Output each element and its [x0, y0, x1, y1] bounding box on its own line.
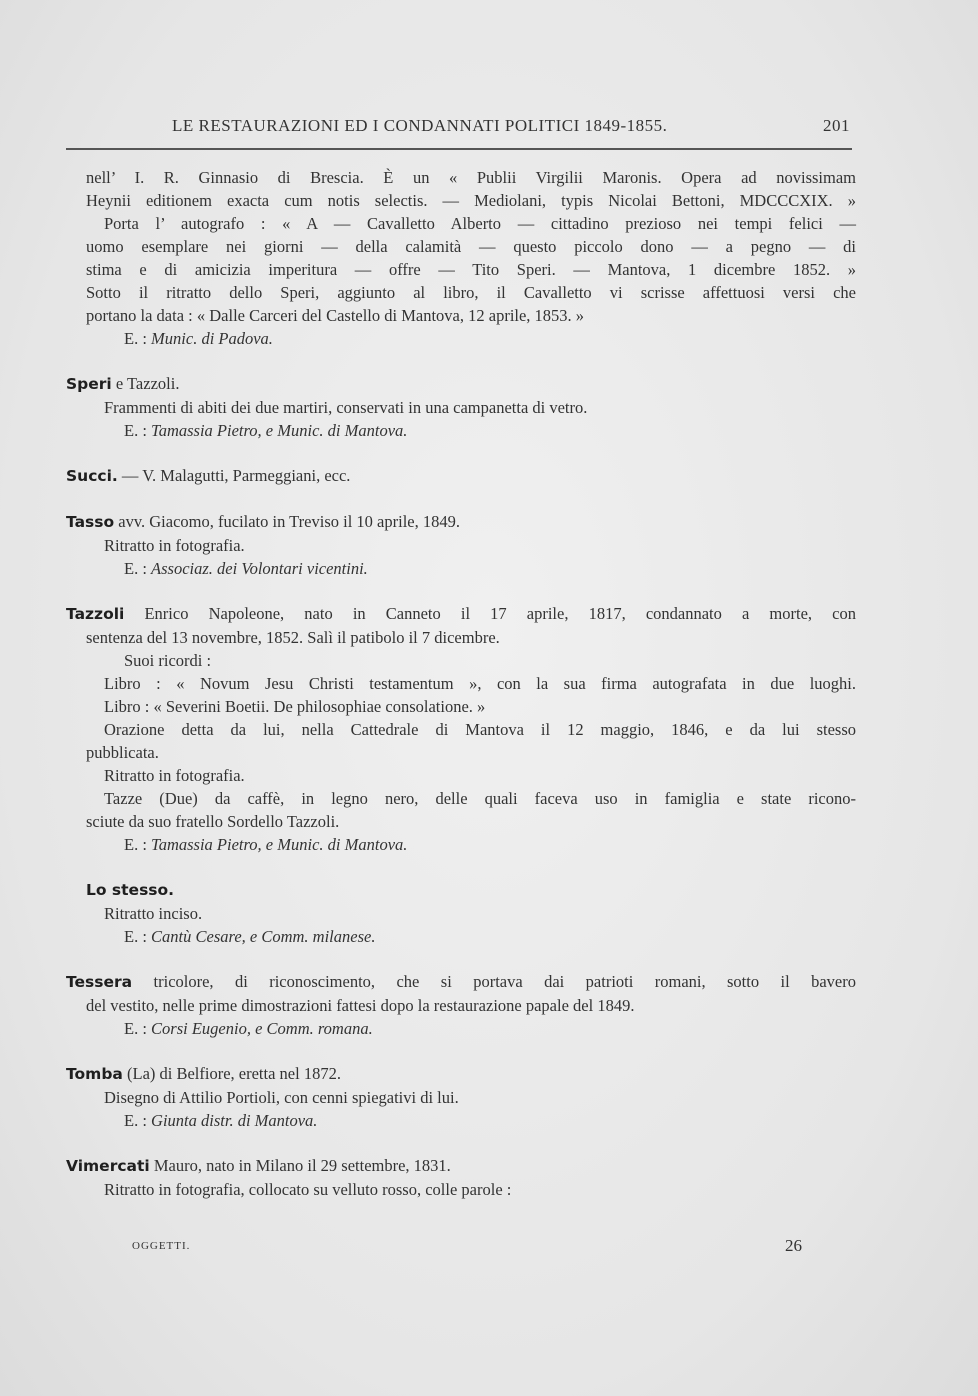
body-line: portano la data : « Dalle Carceri del Castello di Mantova, 12 aprile, 1853. »: [86, 306, 585, 325]
source-label: E. :: [124, 329, 147, 348]
entry-tasso: [66, 510, 856, 580]
source-label: E. :: [124, 559, 147, 578]
entry-heading-rest: tricolore, di riconoscimento, che si portava dai patrioti romani, sotto il bavero: [132, 972, 856, 991]
entry-heading: [66, 1154, 856, 1178]
source-label: E. :: [124, 1019, 147, 1038]
body-line: Frammenti di abiti dei due martiri, conservati in una campanetta di vetro.: [104, 398, 588, 417]
source-name: Giunta distr. di Mantova.: [151, 1111, 318, 1130]
entry-speri: [66, 372, 856, 442]
source-label: E. :: [124, 927, 147, 946]
body-line: Ritratto in fotografia.: [104, 766, 245, 785]
body-line: Ritratto in fotografia.: [104, 536, 245, 555]
entry-heading: [66, 970, 856, 994]
body-line: Libro : « Novum Jesu Christi testamentum », con la sua firma autografata in due luoghi.: [104, 674, 856, 693]
signature-mark: OGGETTI.: [132, 1240, 191, 1252]
entry-heading-rest: Mauro, nato in Milano il 29 settembre, 1831.: [149, 1156, 451, 1175]
entry-name: Lo stesso.: [86, 881, 175, 899]
body-line: sentenza del 13 novembre, 1852. Salì il patibolo il 7 dicembre.: [86, 628, 500, 647]
body-line: nell’ I. R. Ginnasio di Brescia. È un « Publii Virgilii Maronis. Opera ad novissimam: [86, 168, 856, 187]
body-line: Porta l’ autografo : « A — Cavalletto Alberto — cittadino prezioso nei tempi felici —: [104, 214, 856, 233]
source-line: [66, 557, 856, 580]
body-line: Libro : « Severini Boetii. De philosophiae consolatione. »: [104, 697, 486, 716]
entry-name: Tessera: [66, 973, 133, 991]
entry-name: Succi.: [66, 467, 118, 485]
entry-heading: [66, 1062, 856, 1086]
source-name: Corsi Eugenio, e Comm. romana.: [151, 1019, 373, 1038]
entry-heading: [66, 372, 856, 396]
entry-lo-stesso: [66, 878, 856, 948]
body-line: Disegno di Attilio Portioli, con cenni spiegativi di lui.: [104, 1088, 459, 1107]
entry-name: Tomba: [66, 1065, 123, 1083]
page-number: 201: [823, 116, 850, 135]
body-line: uomo esemplare nei giorni — della calamità — questo piccolo dono — a pegno — di: [86, 237, 856, 256]
entry-heading: [66, 602, 856, 626]
entry-heading-rest: e Tazzoli.: [111, 374, 180, 393]
source-label: E. :: [124, 1111, 147, 1130]
source-name: Cantù Cesare, e Comm. milanese.: [151, 927, 376, 946]
source-label: E. :: [124, 835, 147, 854]
entry-name: Speri: [66, 375, 112, 393]
entry-heading-rest: avv. Giacomo, fucilato in Treviso il 10 aprile, 1849.: [114, 512, 460, 531]
entry-heading-rest: Enrico Napoleone, nato in Canneto il 17 aprile, 1817, condannato a morte, con: [124, 604, 856, 623]
entry-heading: [66, 510, 856, 534]
entry-name: Tazzoli: [66, 605, 125, 623]
entry-heading-rest: — V. Malagutti, Parmeggiani, ecc.: [117, 466, 351, 485]
body-line: Ritratto in fotografia, collocato su velluto rosso, colle parole :: [104, 1180, 512, 1199]
body-line: pubblicata.: [86, 743, 159, 762]
body-line: Sotto il ritratto dello Speri, aggiunto al libro, il Cavalletto vi scrisse affettuosi versi che: [86, 283, 856, 302]
running-title: LE RESTAURAZIONI ED I CONDANNATI POLITICI 1849-1855.: [172, 116, 668, 135]
source-name: Associaz. dei Volontari vicentini.: [151, 559, 368, 578]
body-line: sciute da suo fratello Sordello Tazzoli.: [86, 812, 340, 831]
source-line: [66, 1109, 856, 1132]
entry-vimercati: [66, 1154, 856, 1201]
header-rule: [66, 148, 852, 150]
source-name: Tamassia Pietro, e Munic. di Mantova.: [151, 835, 408, 854]
entry-tazzoli: [66, 602, 856, 856]
body-line: del vestito, nelle prime dimostrazioni fattesi dopo la restaurazione papale del 1849.: [86, 996, 635, 1015]
entry-heading-rest: (La) di Belfiore, eretta nel 1872.: [122, 1064, 341, 1083]
body-line: Tazze (Due) da caffè, in legno nero, delle quali faceva uso in famiglia e state ricono-: [104, 789, 856, 808]
source-line: [66, 1017, 856, 1040]
entry-heading: [66, 464, 856, 488]
source-line: [66, 419, 856, 442]
source-line: [66, 327, 856, 350]
body-line: Ritratto inciso.: [104, 904, 203, 923]
source-name: Tamassia Pietro, e Munic. di Mantova.: [151, 421, 408, 440]
entry-succi: [66, 464, 856, 488]
body-line: Heynii editionem exacta cum notis selectis. — Mediolani, typis Nicolai Bettoni, MDCCCXIX. »: [86, 191, 856, 210]
source-line: [66, 925, 856, 948]
entry-name: Tasso: [66, 513, 115, 531]
entry-heading: [66, 878, 856, 902]
source-label: E. :: [124, 421, 147, 440]
source-line: [66, 833, 856, 856]
body-line: Suoi ricordi :: [124, 651, 212, 670]
entry-tessera: [66, 970, 856, 1040]
source-name: Munic. di Padova.: [151, 329, 273, 348]
entry-tomba: [66, 1062, 856, 1132]
page-body: [66, 166, 856, 1201]
entry-continued: [66, 166, 856, 350]
signature-number: 26: [785, 1236, 802, 1255]
body-line: stima e di amicizia imperitura — offre — Tito Speri. — Mantova, 1 dicembre 1852. »: [86, 260, 856, 279]
body-line: Orazione detta da lui, nella Cattedrale di Mantova il 12 maggio, 1846, e da lui stesso: [104, 720, 856, 739]
entry-name: Vimercati: [66, 1157, 150, 1175]
